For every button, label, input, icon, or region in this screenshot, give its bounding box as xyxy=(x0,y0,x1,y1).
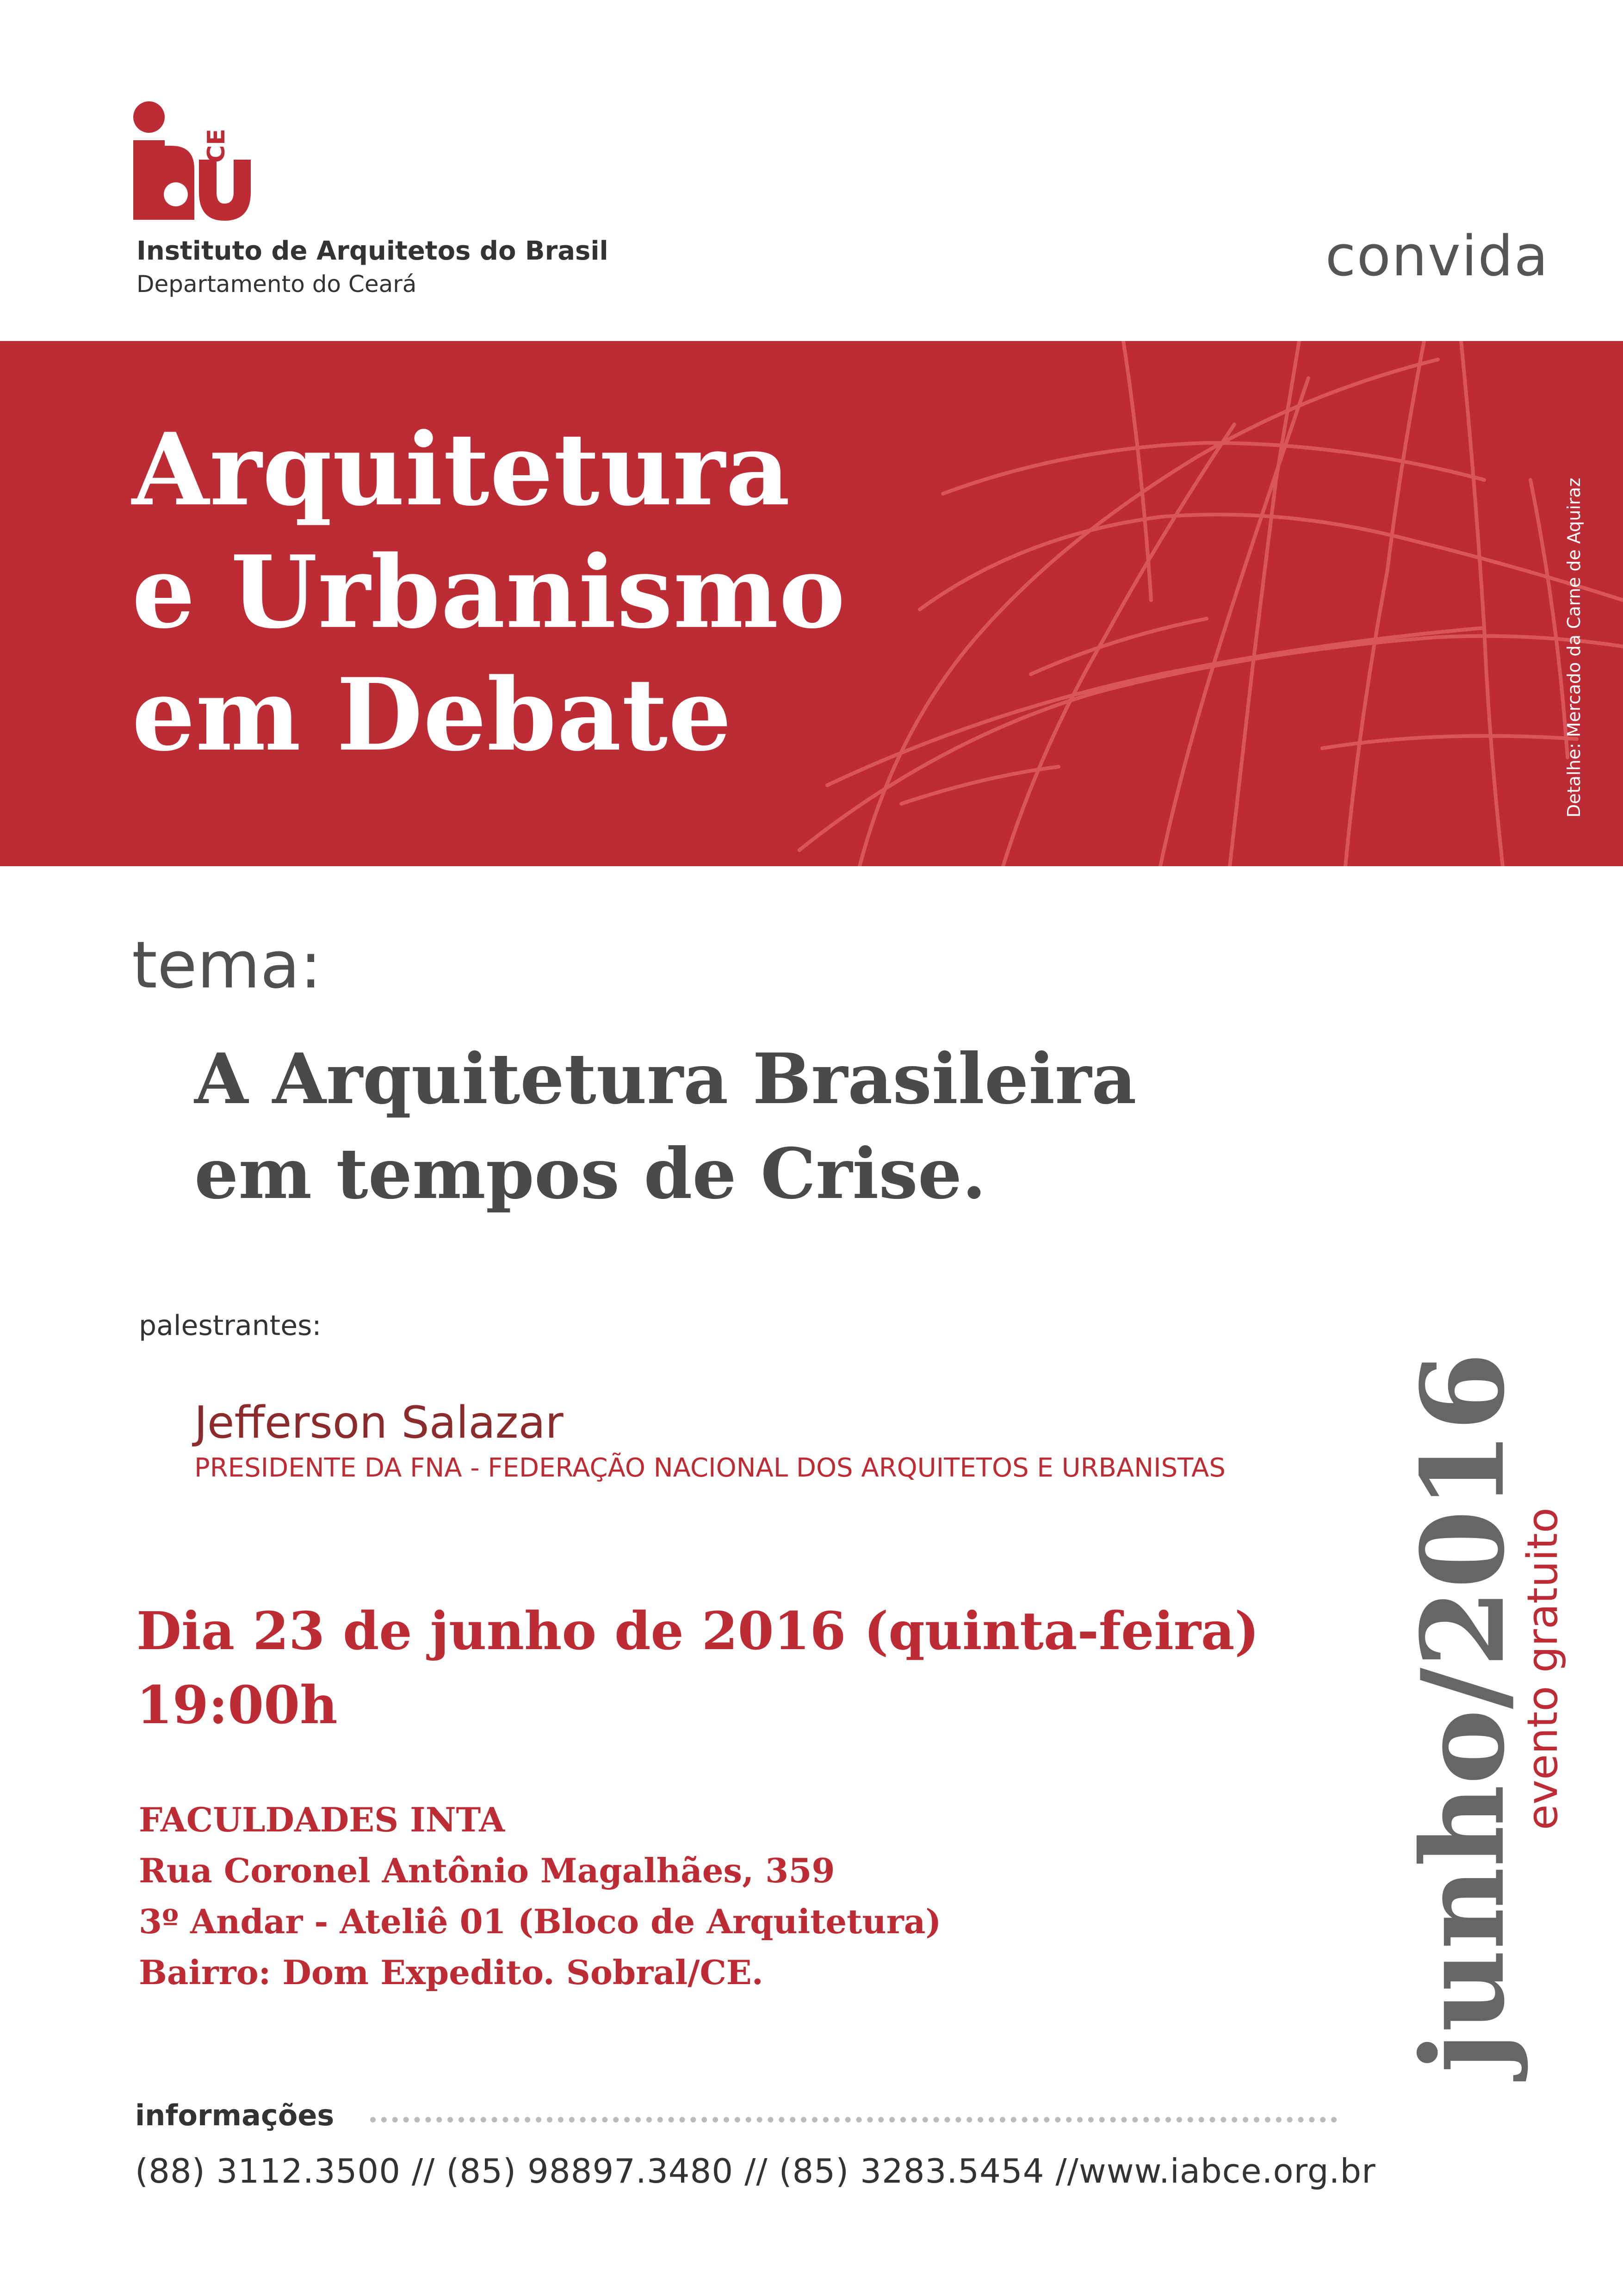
speaker-role: PRESIDENTE DA FNA - FEDERAÇÃO NACIONAL DOS ARQUITETOS E URBANISTAS xyxy=(194,1453,1226,1483)
theme-title-line: em tempos de Crise. xyxy=(194,1133,986,1215)
iab-logo-icon xyxy=(130,99,259,229)
org-name: Instituto de Arquitetos do Brasil xyxy=(136,236,608,266)
speaker-name: Jefferson Salazar xyxy=(194,1397,564,1448)
photo-credit: Detalhe: Mercado da Carne de Aquiraz xyxy=(1564,478,1584,818)
contact-line: (88) 3112.3500 // (85) 98897.3480 // (85) 3283.5454 //www.iabce.org.br xyxy=(135,2152,1376,2191)
info-label: informações xyxy=(135,2098,335,2132)
dotted-divider xyxy=(370,2117,1337,2122)
venue-district: Bairro: Dom Expedito. Sobral/CE. xyxy=(139,1953,763,1992)
speakers-label: palestrantes: xyxy=(139,1309,322,1342)
event-series-title xyxy=(132,408,846,776)
venue-name: FACULDADES INTA xyxy=(139,1800,505,1839)
invite-word: convida xyxy=(1325,224,1549,289)
side-month: junho/2016 xyxy=(1396,1352,1530,2073)
event-date: Dia 23 de junho de 2016 (quinta-feira) xyxy=(136,1601,1259,1662)
theme-title xyxy=(194,1032,1137,1222)
logo-letters: CE xyxy=(203,129,230,163)
theme-label: tema: xyxy=(132,928,322,1003)
free-event-note: evento gratuito xyxy=(1518,1508,1567,1830)
title-line: em Debate xyxy=(132,656,732,773)
venue-floor: 3º Andar - Ateliê 01 (Bloco de Arquitetura) xyxy=(139,1902,942,1941)
title-line: e Urbanismo xyxy=(132,534,846,651)
org-department: Departamento do Ceará xyxy=(136,271,417,298)
event-time: 19:00h xyxy=(136,1675,338,1736)
theme-title-line: A Arquitetura Brasileira xyxy=(194,1038,1137,1120)
title-line: Arquitetura xyxy=(132,411,791,528)
title-banner xyxy=(0,341,1623,866)
building-sketch-illustration xyxy=(744,341,1623,866)
venue-street: Rua Coronel Antônio Magalhães, 359 xyxy=(139,1851,835,1890)
